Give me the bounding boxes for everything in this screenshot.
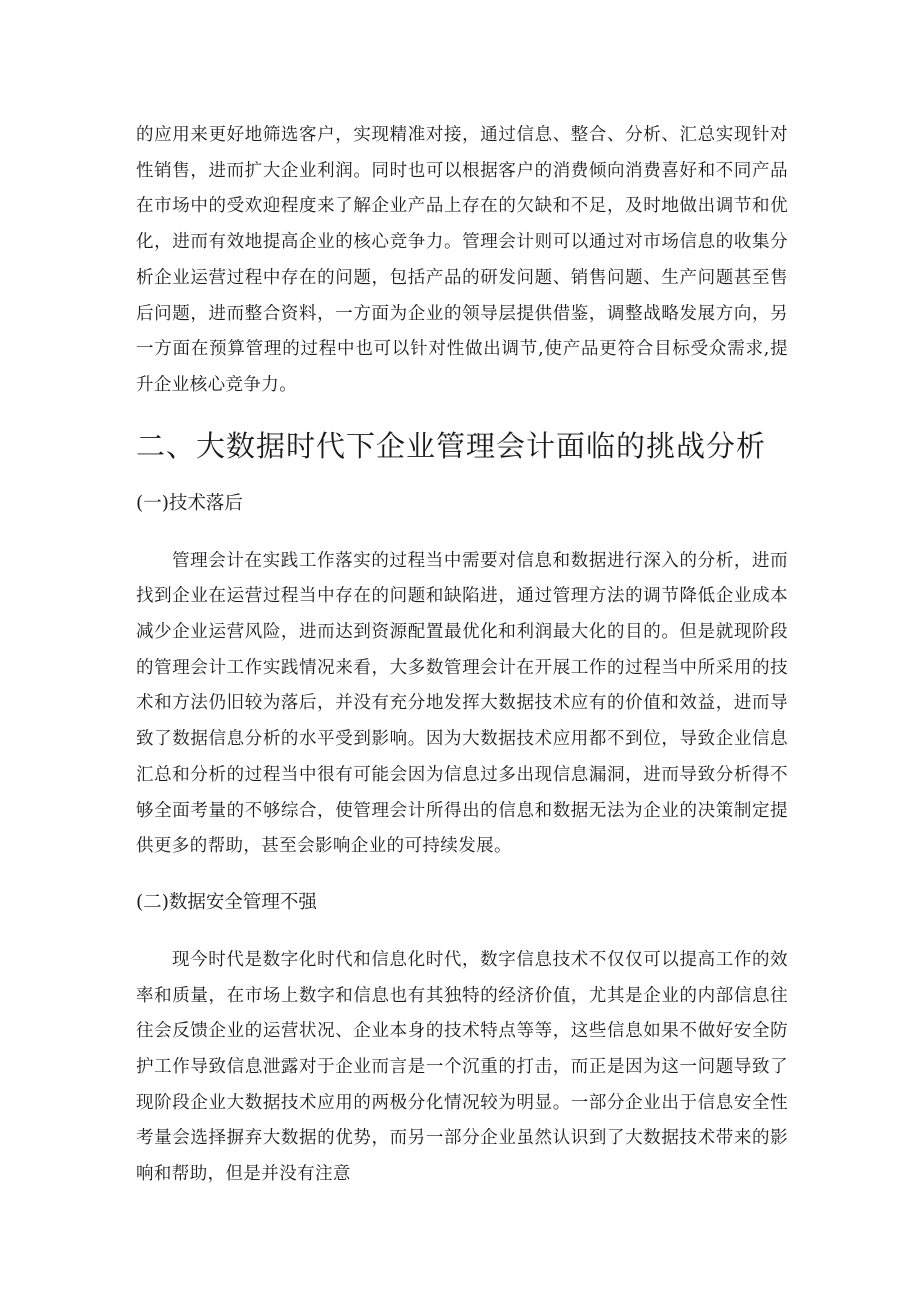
paragraph-data-security: 现今时代是数字化时代和信息化时代，数字信息技术不仅仅可以提高工作的效率和质量，在市场上数字和信息也有其独特的经济价值，尤其是企业的内部信息往往会反馈企业的运营状况、企业本身的技术特点等等，这些信息如果不做好安全防护工作导致信息泄露对于企业而言是一个沉重的打击，而正是因为这一问题导致了现阶段企业大数据技术应用的两极分化情况较为明显。一部分企业出于信息安全性考量会选择摒弃大数据的优势，而另一部分企业虽然认识到了大数据技术带来的影响和帮助，但是并没有注意 [136, 949, 788, 1185]
paragraph-intro: 的应用来更好地筛选客户，实现精准对接，通过信息、整合、分析、汇总实现针对性销售，进而扩大企业利润。同时也可以根据客户的消费倾向消费喜好和不同产品在市场中的受欢迎程度来了解企业产品上存在的欠缺和不足，及时地做出调节和优化，进而有效地提高企业的核心竞争力。管理会计则可以通过对市场信息的收集分析企业运营过程中存在的问题，包括产品的研发问题、销售问题、生产问题甚至售后问题，进而整合资料，一方面为企业的领导层提供借鉴，调整战略发展方向，另一方面在预算管理的过程中也可以针对性做出调节,使产品更符合目标受众需求,提升企业核心竞争力。 [136, 125, 788, 395]
document-page [136, 118, 788, 1193]
subsection-heading-data-security: (二)数据安全管理不强 [136, 891, 317, 913]
paragraph-technology: 管理会计在实践工作落实的过程当中需要对信息和数据进行深入的分析，进而找到企业在运营过程当中存在的问题和缺陷进，通过管理方法的调节降低企业成本减少企业运营风险，进而达到资源配置最优化和利润最大化的目的。但是就现阶段的管理会计工作实践情况来看，大多数管理会计在开展工作的过程当中所采用的技术和方法仍旧较为落后，并没有充分地发挥大数据技术应有的价值和效益，进而导致了数据信息分析的水平受到影响。因为大数据技术应用都不到位，导致企业信息汇总和分析的过程当中很有可能会因为信息过多出现信息漏洞，进而导致分析得不够全面考量的不够综合，使管理会计所得出的信息和数据无法为企业的决策制定提供更多的帮助，甚至会影响企业的可持续发展。 [136, 550, 788, 857]
section-heading: 二、大数据时代下企业管理会计面临的挑战分析 [136, 428, 767, 463]
subsection-heading-technology: (一)技术落后 [136, 492, 243, 514]
